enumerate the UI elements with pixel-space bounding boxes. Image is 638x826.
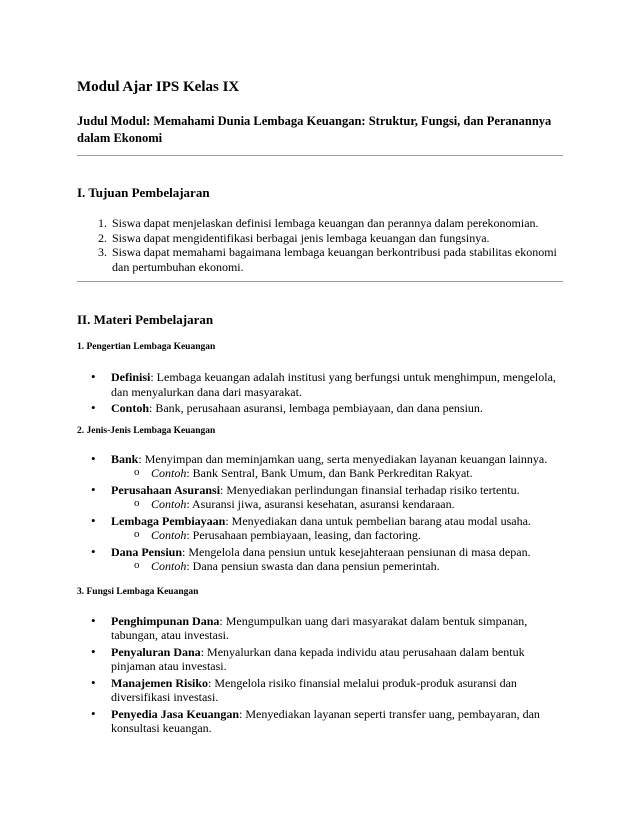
section-heading-materials: II. Materi Pembelajaran (77, 312, 214, 327)
functions-list (77, 614, 563, 736)
list-item (77, 545, 563, 574)
term: Bank (111, 451, 139, 466)
description: : Menyediakan dana untuk pembelian barang atau modal usaha. (225, 513, 531, 528)
example-list (111, 466, 563, 481)
term: Penyaluran Dana (111, 644, 201, 659)
definition-list (77, 370, 563, 416)
example-label: Contoh (151, 559, 187, 573)
subsection-heading-types: 2. Jenis-Jenis Lembaga Keuangan (77, 425, 216, 436)
term: Lembaga Pembiayaan (111, 513, 226, 528)
document-content (77, 78, 563, 738)
term: Manajemen Risiko (111, 675, 208, 690)
example-label: Contoh (151, 528, 187, 542)
example-list (111, 528, 563, 543)
example-item (77, 528, 563, 543)
list-item (77, 514, 563, 543)
term: Penyedia Jasa Keuangan (111, 706, 240, 721)
description: : Menyalurkan dana kepada individu atau perusahaan dalam bentuk pinjaman atau investasi. (111, 644, 525, 673)
example-list (111, 559, 563, 574)
term: Perusahaan Asuransi (111, 482, 221, 497)
example-label: Contoh (151, 466, 187, 480)
description: : Menyediakan layanan seperti transfer uang, pembayaran, dan konsultasi keuangan. (111, 706, 540, 735)
objective-item: 2. Siswa dapat mengidentifikasi berbagai jenis lembaga keuangan dan fungsinya. (110, 231, 563, 246)
document-title: Modul Ajar IPS Kelas IX (77, 79, 240, 95)
description: : Lembaga keuangan adalah institusi yang berfungsi untuk menghimpun, mengelola, dan menyalurkan dana dari masyarakat. (111, 370, 556, 399)
subsection-heading-definition: 1. Pengertian Lembaga Keuangan (77, 342, 216, 352)
description: : Mengelola dana pensiun untuk kesejahteraan pensiunan di masa depan. (182, 544, 531, 559)
description: : Menyediakan perlindungan finansial terhadap risiko tertentu. (220, 482, 520, 497)
section-heading-objectives: I. Tujuan Pembelajaran (77, 185, 210, 200)
description: : Mengelola risiko finansial melalui produk-produk asuransi dan diversifikasi investasi. (111, 675, 517, 704)
objective-item: 1. Siswa dapat menjelaskan definisi lembaga keuangan dan perannya dalam perekonomian. (110, 216, 563, 231)
divider (77, 155, 563, 156)
description: : Menyimpan dan meminjamkan uang, serta menyediakan layanan keuangan lainnya. (138, 451, 548, 466)
list-item (77, 676, 563, 705)
example-text: : Asuransi jiwa, asuransi kesehatan, asuransi kendaraan. (186, 497, 455, 511)
example-item (77, 466, 563, 481)
description: : Bank, perusahaan asuransi, lembaga pembiayaan, dan dana pensiun. (149, 401, 483, 415)
example-text: : Perusahaan pembiayaan, leasing, dan factoring. (186, 528, 421, 542)
term: Definisi (111, 370, 151, 384)
module-subtitle: Judul Modul: Memahami Dunia Lembaga Keuangan: Struktur, Fungsi, dan Peranannya dalam Ekonomi (77, 114, 552, 145)
list-item (77, 645, 563, 674)
example-item (77, 497, 563, 512)
list-item (77, 707, 563, 736)
term: Penghimpunan Dana (111, 613, 220, 628)
objectives-list (77, 216, 563, 274)
list-item (77, 452, 563, 481)
description: : Mengumpulkan uang dari masyarakat dalam bentuk simpanan, tabungan, atau investasi. (111, 613, 528, 642)
term: Dana Pensiun (111, 544, 183, 559)
example-list (111, 497, 563, 512)
example-item (77, 559, 563, 574)
types-list (77, 452, 563, 574)
list-item (77, 614, 563, 643)
subsection-heading-functions: 3. Fungsi Lembaga Keuangan (77, 586, 199, 597)
divider (77, 281, 563, 282)
list-item (77, 483, 563, 512)
list-item (77, 401, 563, 416)
example-label: Contoh (151, 497, 187, 511)
term: Contoh (111, 401, 150, 415)
list-item (77, 370, 563, 399)
example-text: : Dana pensiun swasta dan dana pensiun pemerintah. (186, 559, 440, 573)
example-text: : Bank Sentral, Bank Umum, dan Bank Perkreditan Rakyat. (186, 466, 473, 480)
objective-item: 3. Siswa dapat memahami bagaimana lembaga keuangan berkontribusi pada stabilitas ekonomi dan pertumbuhan ekonomi. (110, 245, 563, 274)
